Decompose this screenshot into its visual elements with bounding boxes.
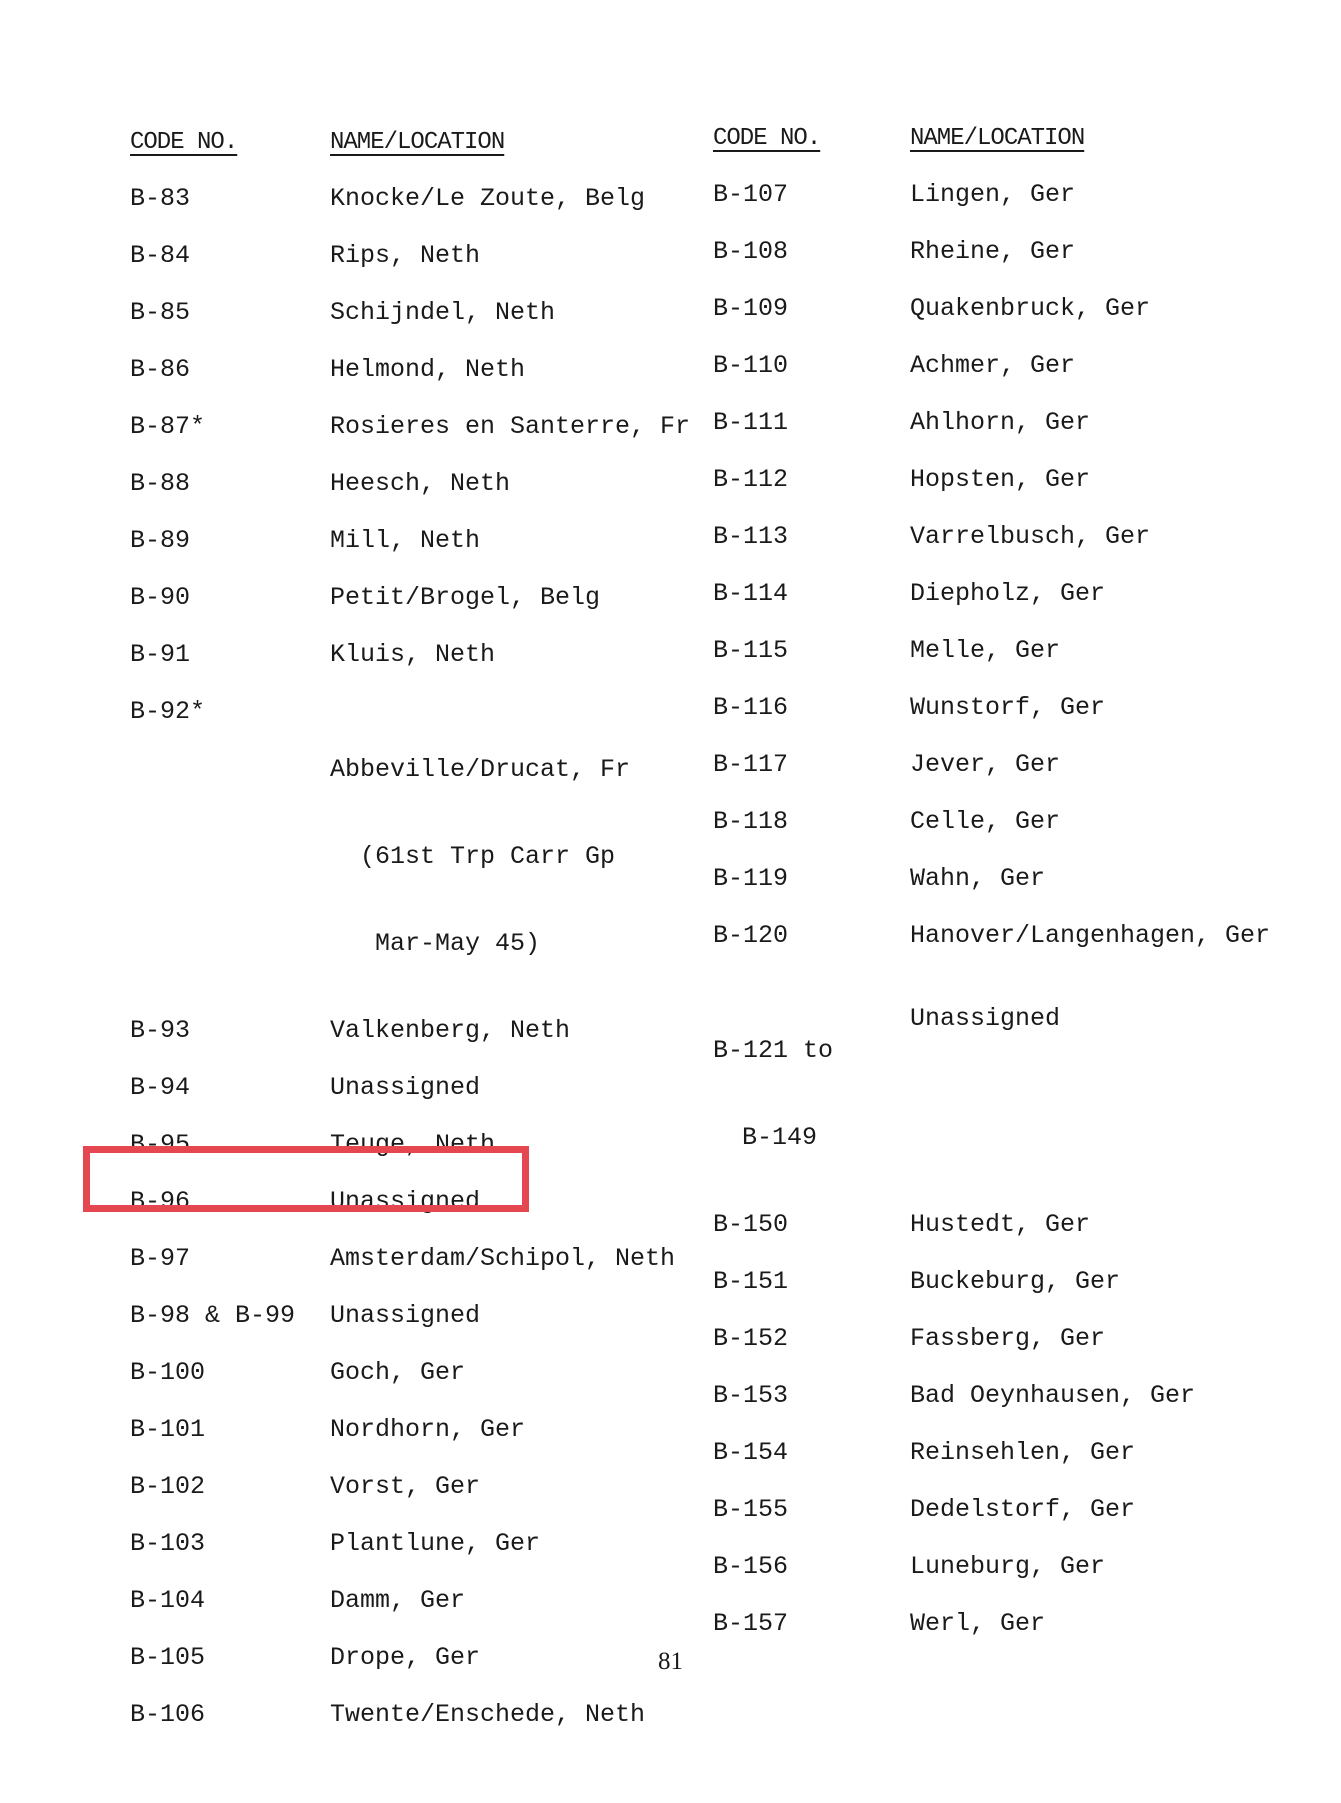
page-number: 81 xyxy=(658,1648,683,1675)
table-row xyxy=(713,180,1270,237)
code-cell: B-111 xyxy=(713,408,789,437)
table-row xyxy=(713,1324,1270,1381)
code-cell: B-117 xyxy=(713,750,789,779)
code-line: B-121 to xyxy=(713,1036,834,1065)
name-cell: Unassigned xyxy=(330,1187,481,1216)
table-row xyxy=(130,526,690,583)
name-cell: Dedelstorf, Ger xyxy=(910,1495,1136,1524)
code-cell: B-110 xyxy=(713,351,789,380)
table-row xyxy=(130,1700,690,1757)
name-cell: Drope, Ger xyxy=(330,1643,481,1672)
table-row xyxy=(130,184,690,241)
code-cell: B-157 xyxy=(713,1609,789,1638)
name-cell: Unassigned xyxy=(330,1073,481,1102)
name-cell xyxy=(330,697,630,1016)
code-line: B-149 xyxy=(727,1123,818,1152)
left-table xyxy=(130,128,690,1757)
table-row xyxy=(713,1552,1270,1609)
name-cell: Luneburg, Ger xyxy=(910,1552,1106,1581)
name-cell: Hopsten, Ger xyxy=(910,465,1091,494)
code-cell: B-95 xyxy=(130,1130,191,1159)
name-cell: Amsterdam/Schipol, Neth xyxy=(330,1244,676,1273)
table-row xyxy=(713,1495,1270,1552)
code-cell: B-106 xyxy=(130,1700,206,1729)
name-cell: Nordhorn, Ger xyxy=(330,1415,526,1444)
code-cell: B-93 xyxy=(130,1016,191,1045)
name-cell: Twente/Enschede, Neth xyxy=(330,1700,646,1729)
code-cell: B-85 xyxy=(130,298,191,327)
table-row xyxy=(713,522,1270,579)
name-cell: Mill, Neth xyxy=(330,526,481,555)
name-cell: Wunstorf, Ger xyxy=(910,693,1106,722)
code-cell: B-92* xyxy=(130,697,206,726)
table-row xyxy=(713,750,1270,807)
code-cell: B-156 xyxy=(713,1552,789,1581)
code-cell: B-151 xyxy=(713,1267,789,1296)
code-cell: B-101 xyxy=(130,1415,206,1444)
code-cell: B-152 xyxy=(713,1324,789,1353)
name-cell: Kluis, Neth xyxy=(330,640,496,669)
code-cell: B-155 xyxy=(713,1495,789,1524)
table-row xyxy=(130,241,690,298)
name-cell: Unassigned xyxy=(330,1301,481,1330)
name-cell: Goch, Ger xyxy=(330,1358,466,1387)
name-cell: Teuge, Neth xyxy=(330,1130,496,1159)
table-row xyxy=(130,1016,690,1073)
name-line: Mar-May 45) xyxy=(375,929,541,958)
code-cell: B-118 xyxy=(713,807,789,836)
table-row xyxy=(130,1472,690,1529)
code-header: CODE NO. xyxy=(130,129,238,156)
name-cell: Rips, Neth xyxy=(330,241,481,270)
table-row xyxy=(130,1586,690,1643)
table-row xyxy=(130,1073,690,1130)
table-row xyxy=(713,693,1270,750)
name-cell: Ahlhorn, Ger xyxy=(910,408,1091,437)
code-cell: B-120 xyxy=(713,921,789,950)
name-cell: Achmer, Ger xyxy=(910,351,1076,380)
name-header: NAME/LOCATION xyxy=(330,129,505,156)
code-cell xyxy=(713,978,910,1210)
name-cell: Valkenberg, Neth xyxy=(330,1016,571,1045)
code-cell: B-100 xyxy=(130,1358,206,1387)
name-cell: Lingen, Ger xyxy=(910,180,1076,209)
code-cell: B-105 xyxy=(130,1643,206,1672)
table-row xyxy=(713,237,1270,294)
code-cell: B-113 xyxy=(713,522,789,551)
table-row xyxy=(713,1267,1270,1324)
name-cell: Heesch, Neth xyxy=(330,469,511,498)
code-cell: B-103 xyxy=(130,1529,206,1558)
code-cell: B-91 xyxy=(130,640,191,669)
table-row xyxy=(713,978,1270,1210)
code-cell: B-86 xyxy=(130,355,191,384)
table-row xyxy=(130,583,690,640)
table-row xyxy=(713,351,1270,408)
code-cell: B-107 xyxy=(713,180,789,209)
name-cell: Rheine, Ger xyxy=(910,237,1076,266)
code-cell: B-90 xyxy=(130,583,191,612)
table-row xyxy=(130,1301,690,1358)
name-cell: Bad Oeynhausen, Ger xyxy=(910,1381,1196,1410)
table-row xyxy=(130,469,690,526)
table-row xyxy=(130,697,690,1016)
code-cell: B-150 xyxy=(713,1210,789,1239)
code-cell: B-89 xyxy=(130,526,191,555)
name-cell: Reinsehlen, Ger xyxy=(910,1438,1136,1467)
code-cell: B-102 xyxy=(130,1472,206,1501)
name-cell: Hanover/Langenhagen, Ger xyxy=(910,921,1271,950)
table-row xyxy=(130,640,690,697)
table-row xyxy=(713,1210,1270,1267)
table-row xyxy=(713,636,1270,693)
name-cell: Knocke/Le Zoute, Belg xyxy=(330,184,646,213)
code-cell: B-108 xyxy=(713,237,789,266)
code-cell: B-96 xyxy=(130,1187,191,1216)
name-cell: Buckeburg, Ger xyxy=(910,1267,1121,1296)
name-line: Abbeville/Drucat, Fr xyxy=(330,755,631,784)
name-cell: Hustedt, Ger xyxy=(910,1210,1091,1239)
name-cell: Wahn, Ger xyxy=(910,864,1046,893)
code-cell: B-116 xyxy=(713,693,789,722)
right-table xyxy=(713,124,1270,1666)
name-cell: Diepholz, Ger xyxy=(910,579,1106,608)
name-cell: Rosieres en Santerre, Fr xyxy=(330,412,691,441)
name-line: (61st Trp Carr Gp xyxy=(360,842,616,871)
table-row xyxy=(713,807,1270,864)
name-cell: Helmond, Neth xyxy=(330,355,526,384)
code-cell: B-119 xyxy=(713,864,789,893)
name-cell: Jever, Ger xyxy=(910,750,1061,779)
table-row xyxy=(130,1415,690,1472)
name-cell: Melle, Ger xyxy=(910,636,1061,665)
table-row xyxy=(130,1244,690,1301)
table-row xyxy=(713,294,1270,351)
name-cell: Werl, Ger xyxy=(910,1609,1046,1638)
code-cell: B-153 xyxy=(713,1381,789,1410)
code-cell: B-115 xyxy=(713,636,789,665)
name-cell: Varrelbusch, Ger xyxy=(910,522,1151,551)
code-cell: B-112 xyxy=(713,465,789,494)
name-cell: Plantlune, Ger xyxy=(330,1529,541,1558)
name-cell: Schijndel, Neth xyxy=(330,298,556,327)
table-row xyxy=(713,579,1270,636)
name-cell: Fassberg, Ger xyxy=(910,1324,1106,1353)
left-header-row xyxy=(130,128,690,184)
table-row xyxy=(130,298,690,355)
code-cell: B-104 xyxy=(130,1586,206,1615)
table-row xyxy=(130,355,690,412)
name-cell: Damm, Ger xyxy=(330,1586,466,1615)
highlight-box xyxy=(83,1146,529,1212)
table-row xyxy=(130,412,690,469)
right-header-row xyxy=(713,124,1270,180)
name-header: NAME/LOCATION xyxy=(910,125,1085,152)
table-row xyxy=(130,1529,690,1586)
code-cell: B-88 xyxy=(130,469,191,498)
code-cell: B-97 xyxy=(130,1244,191,1273)
table-row-highlighted xyxy=(130,1358,690,1415)
code-cell: B-98 & B-99 xyxy=(130,1301,296,1330)
table-row xyxy=(713,465,1270,522)
table-row xyxy=(713,921,1270,978)
name-cell: Vorst, Ger xyxy=(330,1472,481,1501)
name-cell: Quakenbruck, Ger xyxy=(910,294,1151,323)
name-cell: Celle, Ger xyxy=(910,807,1061,836)
code-header: CODE NO. xyxy=(713,125,821,152)
table-row xyxy=(713,1438,1270,1495)
code-cell: B-109 xyxy=(713,294,789,323)
code-cell: B-114 xyxy=(713,579,789,608)
table-row xyxy=(713,408,1270,465)
name-cell: Petit/Brogel, Belg xyxy=(330,583,601,612)
code-cell: B-154 xyxy=(713,1438,789,1467)
code-cell: B-84 xyxy=(130,241,191,270)
code-cell: B-94 xyxy=(130,1073,191,1102)
code-cell: B-87* xyxy=(130,412,206,441)
table-row xyxy=(713,864,1270,921)
name-cell: Unassigned xyxy=(910,1004,1061,1033)
code-cell: B-83 xyxy=(130,184,191,213)
table-row xyxy=(713,1381,1270,1438)
